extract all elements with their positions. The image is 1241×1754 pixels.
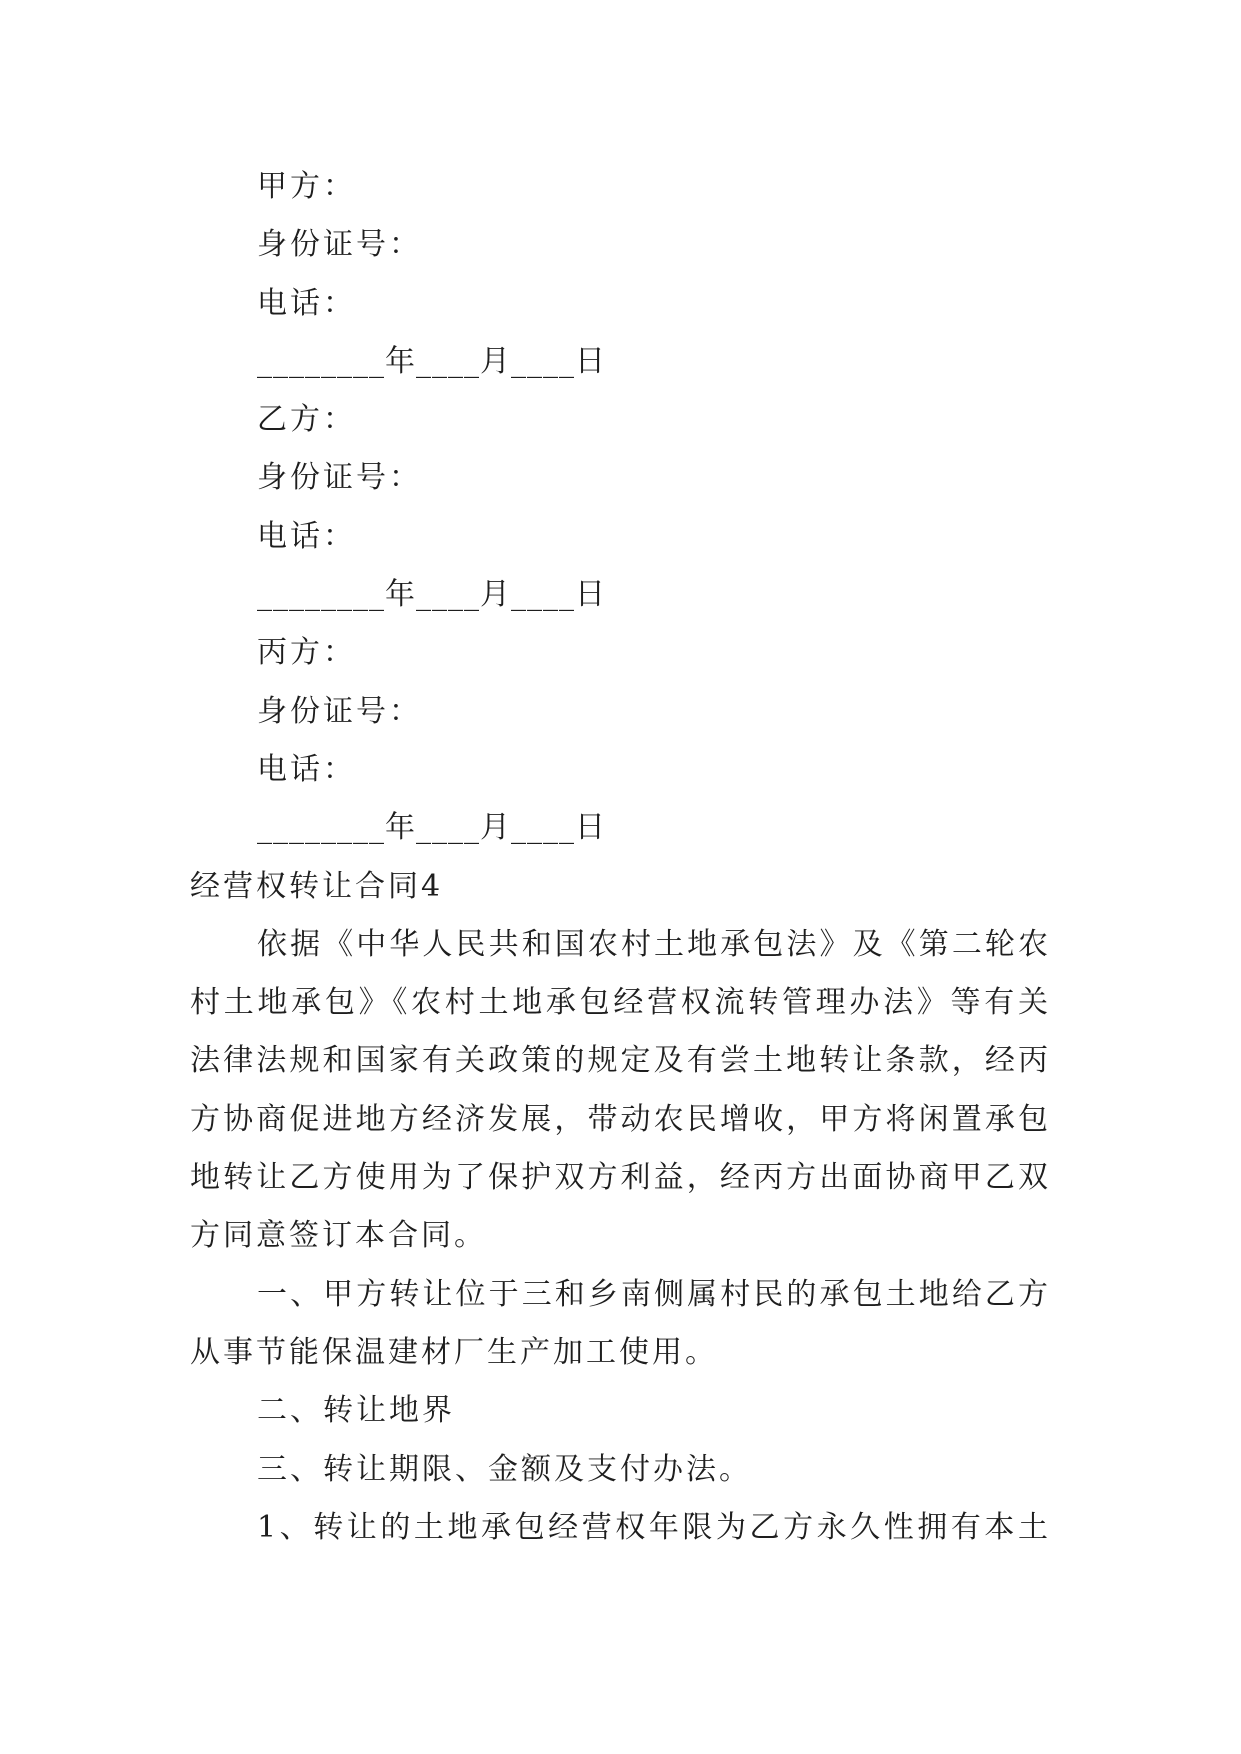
party-c-date-blank: ________年____月____日 (257, 810, 606, 846)
party-c-id-label: 身份证号： (257, 693, 422, 729)
party-b-phone-label: 电话： (257, 518, 356, 554)
party-b-date-blank: ________年____月____日 (257, 577, 606, 613)
clause-3-heading: 三、转让期限、金额及支付办法。 (257, 1451, 752, 1487)
paragraph-line: 从事节能保温建材厂生产加工使用。 (190, 1334, 718, 1370)
clause-1-paragraph (190, 1266, 1051, 1383)
paragraph-line: 一、甲方转让位于三和乡南侧属村民的承包土地给乙方 (257, 1276, 1051, 1312)
preamble-paragraph (190, 916, 1051, 1266)
party-b-label: 乙方： (257, 402, 356, 438)
clause-2-heading: 二、转让地界 (257, 1393, 455, 1429)
party-a-label: 甲方： (257, 169, 356, 204)
paragraph-line: 方同意签订本合同。 (190, 1218, 487, 1254)
party-a-id-label: 身份证号： (257, 227, 422, 263)
paragraph-line: 依据《中华人民共和国农村土地承包法》及《第二轮农 (257, 926, 1051, 962)
paragraph-line: 方协商促进地方经济发展，带动农民增收，甲方将闲置承包 (190, 1101, 1051, 1137)
clause-3-1-line: 1、转让的土地承包经营权年限为乙方永久性拥有本土 (257, 1509, 1051, 1545)
party-c-phone-label: 电话： (257, 751, 356, 787)
paragraph-line: 村土地承包》《农村土地承包经营权流转管理办法》等有关 (190, 985, 1051, 1021)
paragraph-line: 法律法规和国家有关政策的规定及有尝土地转让条款，经丙 (190, 1043, 1051, 1079)
party-a-phone-label: 电话： (257, 285, 356, 321)
party-c-label: 丙方： (257, 635, 356, 671)
party-b-id-label: 身份证号： (257, 460, 422, 496)
paragraph-line: 地转让乙方使用为了保护双方利益，经丙方出面协商甲乙双 (190, 1160, 1051, 1196)
party-a-date-blank: ________年____月____日 (257, 343, 606, 379)
contract-title: 经营权转让合同4 (190, 868, 444, 904)
document-content (190, 158, 1051, 1557)
